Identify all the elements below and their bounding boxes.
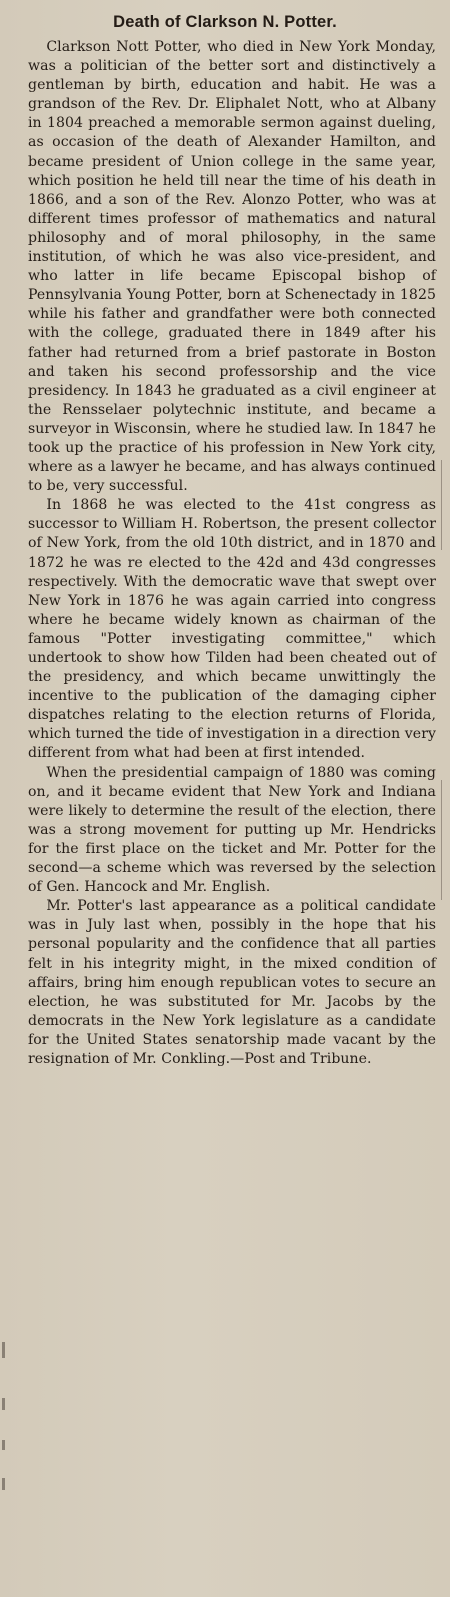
edge-mark xyxy=(2,1440,5,1450)
article-paragraph-4: Mr. Potter's last appearance as a political candidate was in July last when, possibly in the hope that his personal popularity and the confidence that all parties felt in his integrity might, in the mixed condition of affairs, bring him enough republican votes to secure an election, he was substituted for Mr. Jacobs by the democrats in the New York legislature as a candidate for the United States senatorship made vacant by the resignation of Mr. Conkling.—Post and Tribune. xyxy=(28,898,436,1067)
article-body xyxy=(28,38,436,1069)
article-paragraph-3: When the presidential campaign of 1880 was coming on, and it became evident that New York and Indiana were likely to determine the result of the election, there was a strong movement for putting up Mr. Hendricks for the first place on the ticket and Mr. Potter for the second—a scheme which was reversed by the selection of Gen. Hancock and Mr. English. xyxy=(28,764,436,896)
edge-mark xyxy=(2,1478,5,1490)
edge-mark xyxy=(2,1398,5,1410)
column-rule xyxy=(441,460,442,550)
article-title: Death of Clarkson N. Potter. xyxy=(113,13,337,31)
edge-mark xyxy=(2,1342,5,1358)
article-paragraph-1: Clarkson Nott Potter, who died in New York Monday, was a politician of the better sort and distinctively a gentleman by birth, education and habit. He was a grandson of the Rev. Dr. Eliphalet Nott, who at Albany in 1804 preached a memorable sermon against dueling, as occasion of the death of Alexander Hamilton, and became president of Union college in the same year, which position he held till near the time of his death in 1866, and a son of the Rev. Alonzo Potter, who was at different times professor of mathematics and natural philosophy and of moral philosophy, in the same institution, of which he was also vice-president, and who latter in life became Episcopal bishop of Pennsylvania Young Potter, born at Schenectady in 1825 while his father and grandfather were both connected with the college, graduated there in 1849 after his father had returned from a brief pastorate in Boston and taken his second professorship and the vice presidency. In 1843 he graduated as a civil engineer at the Rensselaer polytechnic institute, and became a surveyor in Wisconsin, where he studied law. In 1847 he took up the practice of his profession in New York city, where as a lawyer he became, and has always continued to be, very successful. xyxy=(28,39,436,495)
article-paragraph-2: In 1868 he was elected to the 41st congress as successor to William H. Robertson, the present collector of New York, from the old 10th district, and in 1870 and 1872 he was re elected to the 42d and 43d congresses respectively. With the democratic wave that swept over New York in 1876 he was again carried into congress where he became widely known as chairman of the famous "Potter investigating committee," which undertook to show how Tilden had been cheated out of the presidency, and which became unwittingly the incentive to the publication of the damaging cipher dispatches relating to the election returns of Florida, which turned the tide of investigation in a direction very different from what had been at first intended. xyxy=(28,497,436,762)
column-rule xyxy=(441,780,442,900)
